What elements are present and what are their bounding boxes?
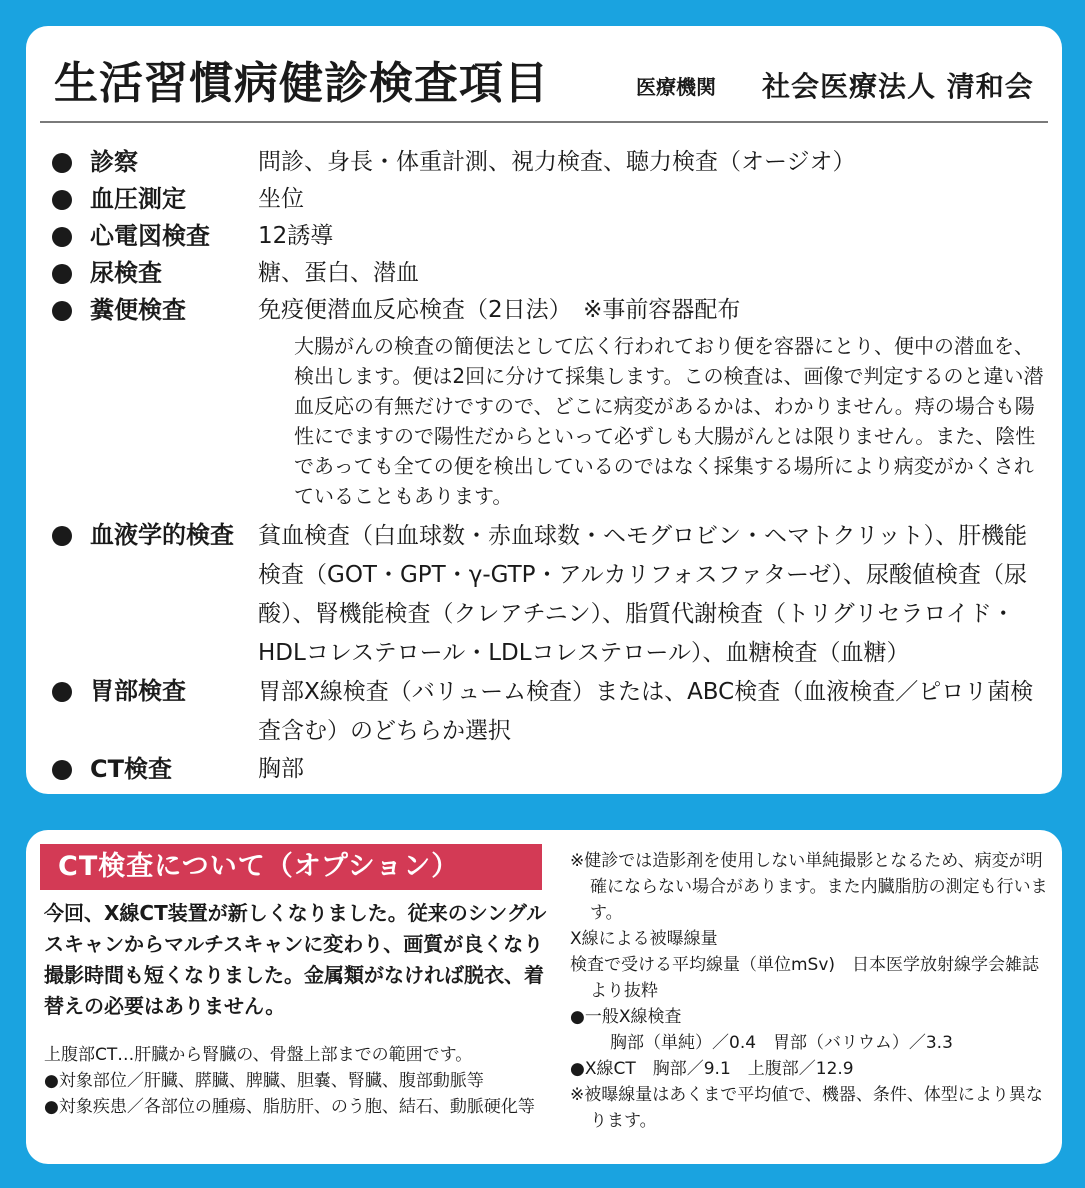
exam-item-content: 坐位	[258, 186, 304, 212]
header	[54, 54, 1034, 124]
exam-item-content: 胸部	[258, 756, 304, 782]
exposure-title: X線による被曝線量	[570, 929, 718, 949]
exam-item	[52, 255, 1048, 292]
bullet-icon	[52, 153, 72, 173]
exam-item-label: CT検査	[90, 755, 172, 783]
institution-name: 社会医療法人 清和会	[762, 70, 1034, 103]
exam-item	[52, 751, 1048, 788]
exposure-disclaimer: ※被曝線量はあくまで平均値で、機器、条件、体型により異なります。	[570, 1085, 1043, 1131]
ct-exposure-info	[570, 848, 1054, 1134]
bullet-icon	[52, 760, 72, 780]
bullet-icon	[52, 682, 72, 702]
exam-item	[52, 517, 1048, 673]
exam-item-label: 尿検査	[90, 259, 162, 287]
target-parts: ●対象部位／肝臓、膵臓、脾臓、胆嚢、腎臓、腹部動脈等	[44, 1071, 484, 1091]
exam-item-content: 糖、蛋白、潜血	[258, 260, 419, 286]
general-xray-values: 胸部（単純）／0.4 胃部（バリウム）／3.3	[610, 1033, 953, 1053]
xray-ct-values: ●X線CT 胸部／9.1 上腹部／12.9	[570, 1059, 854, 1079]
bullet-icon	[52, 264, 72, 284]
exam-item	[52, 218, 1048, 255]
exam-item	[52, 144, 1048, 181]
ct-section-header: CT検査について（オプション）	[40, 844, 542, 890]
ct-lead-text: 今回、X線CT装置が新しくなりました。従来のシングルスキャンからマルチスキャンに変わり、画質が良くなり撮影時間も短くなりました。金属類がなければ脱衣、着替えの必要はありません。	[44, 901, 547, 1018]
exam-item-content: 貧血検査（白血球数・赤血球数・ヘモグロビン・ヘマトクリット）、肝機能検査（GOT・GPT・γ-GTP・アルカリフォスファターゼ）、尿酸値検査（尿酸）、腎機能検査（クレアチニン）、脂質代謝検査（トリグリセラロイド・HDLコレステロール・LDLコレステロール）、血糖検査（血糖）	[258, 523, 1028, 666]
exam-item	[52, 673, 1048, 751]
exam-item-label: 胃部検査	[90, 677, 186, 705]
ct-info-card	[26, 830, 1062, 1164]
bullet-icon	[52, 227, 72, 247]
exam-item-content: 胃部X線検査（バリューム検査）または、ABC検査（血液検査／ピロリ菌検査含む）のどちらか選択	[258, 679, 1034, 744]
target-diseases: ●対象疾患／各部位の腫瘍、脂肪肝、のう胞、結石、動脈硬化等	[44, 1097, 535, 1117]
bullet-icon	[52, 301, 72, 321]
exam-item-list	[52, 144, 1048, 788]
exam-item-content: 免疫便潜血反応検査（2日法） ※事前容器配布	[258, 297, 741, 323]
exam-item-content: 問診、身長・体重計測、視力検査、聴力検査（オージオ）	[258, 149, 856, 175]
exam-item-label: 血液学的検査	[90, 521, 234, 549]
general-xray-label: ●一般X線検査	[570, 1007, 682, 1027]
bullet-icon	[52, 526, 72, 546]
upper-abdomen-scope: 上腹部CT…肝臓から腎臓の、骨盤上部までの範囲です。	[44, 1045, 473, 1065]
bullet-icon	[52, 190, 72, 210]
stool-test-note: 大腸がんの検査の簡便法として広く行われており便を容器にとり、便中の潜血を、検出します。便は2回に分けて採集します。この検査は、画像で判定するのと違い潜血反応の有無だけですので、どこに病変があるかは、わかりません。痔の場合も陽性にでますので陽性だからといって必ずしも大腸がんとは限りません。また、陰性であっても全ての便を検出しているのではなく採集する場所により病変がかくされていることもあります。	[294, 334, 1044, 508]
exam-item-label: 糞便検査	[90, 296, 186, 324]
ct-detail	[44, 1042, 554, 1120]
exam-item-label: 血圧測定	[90, 185, 186, 213]
exam-item-content: 12誘導	[258, 223, 334, 249]
exposure-source: 検査で受ける平均線量（単位mSv) 日本医学放射線学会雑誌より抜粋	[570, 955, 1040, 1001]
divider	[40, 121, 1048, 123]
exam-item	[52, 181, 1048, 218]
exam-item	[52, 292, 1048, 511]
exam-item-label: 診察	[90, 148, 138, 176]
contrast-note: ※健診では造影剤を使用しない単純撮影となるため、病変が明確にならない場合があります。また内臓脂肪の測定も行います。	[570, 851, 1048, 923]
exam-item-label: 心電図検査	[90, 222, 210, 250]
institution-label: 医療機関	[636, 75, 716, 99]
exam-items-card	[26, 26, 1062, 794]
page-title: 生活習慣病健診検査項目	[54, 58, 549, 109]
